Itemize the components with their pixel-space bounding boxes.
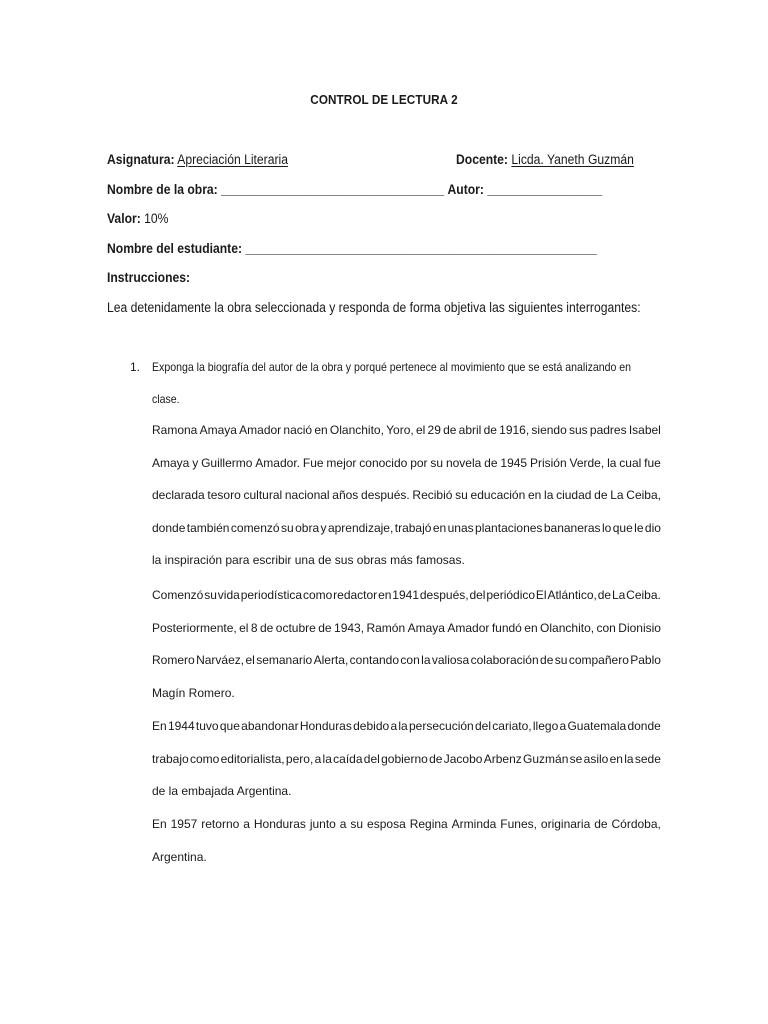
biography-paragraph-2 [152,579,661,709]
paragraph-line: En 1957 retorno a Honduras junto a su esposa Regina Arminda Funes, originaria de Córdoba, [152,817,661,831]
obra-label: Nombre de la obra: [107,182,218,197]
paragraph-line: En 1944 tuvo que abandonar Honduras debido a la persecución del cariato, llego a Guatemala donde [152,719,661,733]
estudiante-label: Nombre del estudiante: [107,241,243,256]
autor-label: Autor: [447,182,484,197]
paragraph-line: Romero Narváez, el semanario Alerta, contando con la valiosa colaboración de su compañero Pablo [152,653,661,667]
autor-blank: _________________ [487,182,603,197]
biography-paragraph-1 [152,414,661,577]
paragraph-line: la inspiración para escribir una de sus obras más famosas. [152,553,465,567]
question-text-line-2: clase. [152,392,180,406]
instrucciones-row [107,270,190,285]
paragraph-line: de la embajada Argentina. [152,784,292,798]
obra-blank: _________________________________ [221,182,445,197]
paragraph-line: Posteriormente, el 8 de octubre de 1943, Ramón Amaya Amador fundó en Olanchito, con Dionisio [152,620,661,635]
question-text-line-1: Exponga la biografía del autor de la obra y porqué pertenece al movimiento que se está analizando en [152,360,632,374]
valor-label: Valor: [107,211,141,226]
paragraph-line: donde también comenzó su obra y aprendizaje, trabajó en unas plantaciones bananeras lo que le dio [152,520,661,535]
paragraph-line: Comenzó su vida periodística como redactor en 1941 después, del periódico El Atlántico, de La Ceiba. [152,588,661,602]
document-title: CONTROL DE LECTURA 2 [310,92,458,107]
asignatura-row [107,152,288,167]
instrucciones-text: Lea detenidamente la obra seleccionada y responda de forma objetiva las siguientes interrogantes: [107,300,641,315]
instrucciones-label: Instrucciones: [107,270,191,285]
estudiante-row [107,241,597,256]
paragraph-line: trabajo como editorialista, pero, a la caída del gobierno de Jacobo Arbenz Guzmán se asilo en la sede [152,751,661,766]
asignatura-value: Apreciación Literaria [177,152,288,167]
docente-value: Licda. Yaneth Guzmán [511,152,634,167]
paragraph-line: Magín Romero. [152,685,235,700]
valor-value: 10% [144,211,169,226]
question-number: 1. [130,360,141,374]
asignatura-label: Asignatura: [107,152,175,167]
obra-row [107,182,602,197]
biography-paragraph-3 [152,710,661,808]
docente-row [456,152,634,167]
paragraph-line: Argentina. [152,849,207,864]
paragraph-line: declarada tesoro cultural nacional años después. Recibió su educación en la ciudad de La Ceiba, [152,488,661,502]
paragraph-line: Ramona Amaya Amador nació en Olanchito, Yoro, el 29 de abril de 1916, siendo sus padres Isabel [152,423,661,437]
valor-row [107,211,168,226]
paragraph-line: Amaya y Guillermo Amador. Fue mejor conocido por su novela de 1945 Prisión Verde, la cual fue [152,455,661,470]
docente-label: Docente: [456,152,508,167]
estudiante-blank: ____________________________________________________ [245,241,597,256]
biography-paragraph-4 [152,808,661,873]
